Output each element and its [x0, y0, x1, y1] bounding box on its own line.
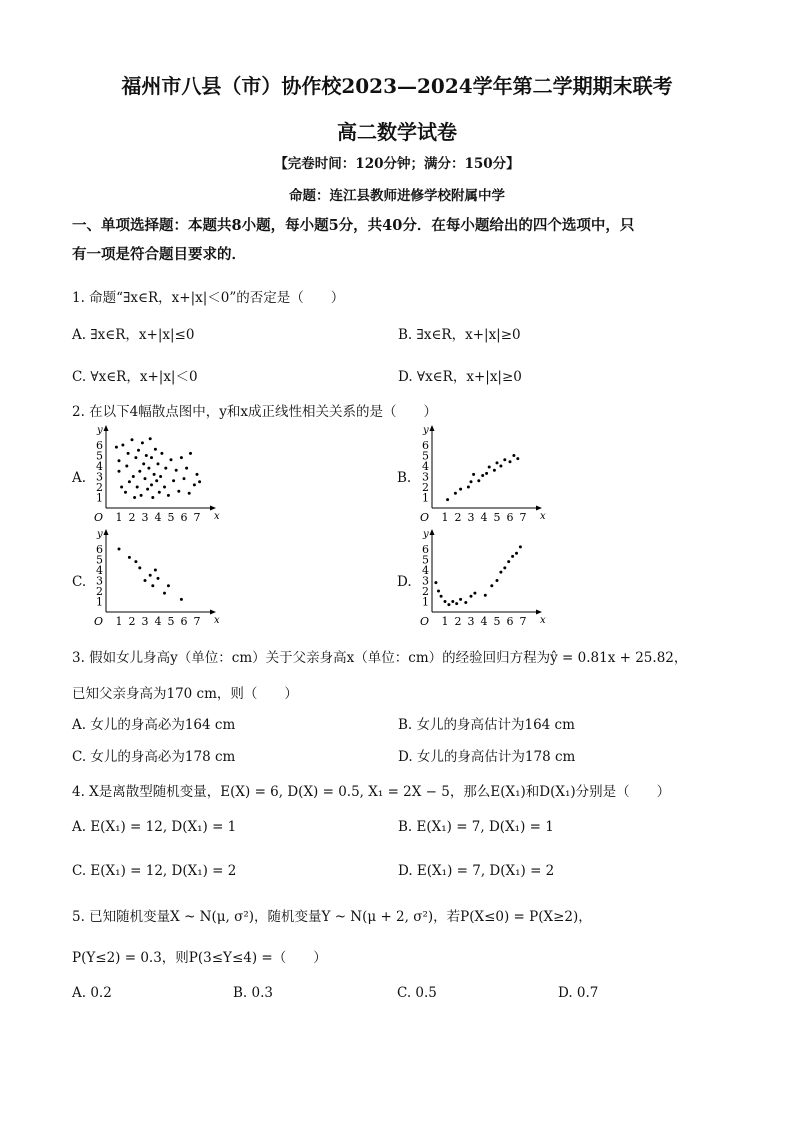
scatter-point	[144, 477, 147, 480]
scatter-point	[134, 560, 137, 563]
scatter-point	[440, 595, 443, 598]
q3-stem-line2: 已知父亲身高为170 cm，则（ ）	[72, 686, 298, 702]
scatter-point	[125, 465, 128, 468]
q2-option-d-label: D.	[397, 574, 412, 590]
scatter-point	[118, 470, 121, 473]
scatter-point	[454, 492, 457, 495]
scatter-point	[115, 446, 118, 449]
y-tick-label: 2	[96, 585, 103, 598]
y-tick-label: 3	[96, 574, 103, 588]
scatter-point	[447, 603, 450, 606]
scatter-point	[131, 438, 134, 441]
y-axis-label: y	[423, 425, 429, 436]
scatter-point	[485, 472, 488, 475]
x-axis-arrow	[536, 506, 542, 511]
scatter-point	[128, 480, 131, 483]
y-axis-label: y	[97, 529, 103, 540]
scatter-point	[151, 496, 154, 499]
scatter-point	[511, 555, 514, 558]
y-tick-label: 4	[422, 460, 429, 473]
q1-option-c: C. ∀x∈R，x+|x|＜0	[72, 369, 198, 385]
exam-subtitle: 高二数学试卷	[337, 120, 457, 144]
scatter-point	[149, 574, 152, 577]
scatter-point	[198, 480, 201, 483]
scatter-point	[481, 474, 484, 477]
scatter-point	[196, 473, 199, 476]
scatter-point	[163, 486, 166, 489]
y-tick-label: 5	[422, 553, 429, 567]
q1-stem: 1. 命题“∃x∈R，x+|x|＜0”的否定是（ ）	[72, 290, 345, 306]
origin-label: O	[420, 511, 430, 524]
scatter-point	[164, 467, 167, 470]
scatter-point	[127, 452, 130, 455]
x-tick-label: 7	[193, 615, 201, 628]
x-tick-label: 2	[128, 511, 136, 524]
scatter-point	[138, 470, 141, 473]
x-tick-label: 1	[115, 511, 123, 524]
q2-option-a-label: A.	[72, 470, 87, 486]
scatter-point	[150, 483, 153, 486]
scatter-point	[177, 490, 180, 493]
x-tick-label: 2	[454, 615, 462, 628]
x-axis-label: x	[214, 615, 220, 626]
x-tick-label: 5	[167, 615, 175, 628]
scatter-point	[138, 566, 141, 569]
scatter-point	[128, 556, 131, 559]
scatter-point	[507, 560, 510, 563]
y-tick-label: 6	[96, 543, 103, 556]
y-tick-label: 2	[422, 481, 429, 494]
scatter-point	[499, 571, 502, 574]
y-tick-label: 1	[422, 491, 429, 505]
q4-option-d: D. E(X₁) = 7, D(X₁) = 2	[398, 863, 555, 879]
y-tick-label: 4	[422, 564, 429, 577]
scatter-plot-d	[414, 528, 546, 632]
y-tick-label: 3	[422, 470, 429, 484]
x-tick-label: 6	[506, 511, 514, 524]
scatter-point	[151, 584, 154, 587]
x-axis-label: x	[540, 511, 546, 522]
q3-option-b: B. 女儿的身高估计为164 cm	[398, 717, 575, 733]
x-tick-label: 1	[115, 615, 123, 628]
y-tick-label: 3	[422, 574, 429, 588]
x-tick-label: 3	[141, 615, 149, 628]
scatter-point	[515, 552, 518, 555]
x-tick-label: 5	[167, 511, 175, 524]
x-tick-label: 7	[193, 511, 201, 524]
q2-option-b-label: B.	[397, 470, 412, 486]
y-axis-label: y	[97, 425, 103, 436]
scatter-point	[120, 486, 123, 489]
q1-option-b: B. ∃x∈R，x+|x|≥0	[398, 327, 521, 343]
origin-label: O	[94, 615, 104, 628]
scatter-point	[437, 590, 440, 593]
x-axis-label: x	[540, 615, 546, 626]
q3-stem-line1: 3. 假如女儿身高y（单位：cm）关于父亲身高x（单位：cm）的经验回归方程为ŷ = 0.81x + 25.82，	[72, 650, 688, 666]
scatter-point	[503, 566, 506, 569]
q5-option-b: B. 0.3	[233, 985, 273, 1001]
y-tick-label: 1	[96, 491, 103, 505]
exam-title: 福州市八县（市）协作校2023—2024学年第二学期期末联考	[121, 74, 673, 98]
scatter-point	[519, 545, 522, 548]
x-axis-arrow	[536, 610, 542, 615]
scatter-point	[154, 569, 157, 572]
scatter-point	[180, 456, 183, 459]
scatter-point	[149, 437, 152, 440]
scatter-point	[509, 460, 512, 463]
scatter-point	[159, 475, 162, 478]
q3-option-c: C. 女儿的身高必为178 cm	[72, 749, 236, 765]
q4-option-a: A. E(X₁) = 12, D(X₁) = 1	[72, 819, 237, 835]
x-tick-label: 6	[506, 615, 514, 628]
scatter-point	[488, 466, 491, 469]
y-tick-label: 6	[96, 439, 103, 452]
scatter-point	[170, 458, 173, 461]
scatter-point	[185, 467, 188, 470]
exam-author: 命题：连江县教师进修学校附属中学	[289, 188, 505, 204]
y-tick-label: 3	[96, 470, 103, 484]
scatter-point	[455, 602, 458, 605]
scatter-point	[150, 456, 153, 459]
x-tick-label: 2	[454, 511, 462, 524]
scatter-point	[160, 452, 163, 455]
q5-option-c: C. 0.5	[397, 985, 437, 1001]
origin-label: O	[420, 615, 430, 628]
scatter-point	[154, 448, 157, 451]
section1-line1: 一、单项选择题：本题共8小题，每小题5分，共40分．在每小题给出的四个选项中，只	[72, 217, 635, 234]
x-tick-label: 7	[519, 511, 527, 524]
scatter-point	[175, 469, 178, 472]
x-tick-label: 4	[480, 615, 488, 628]
scatter-point	[470, 480, 473, 483]
origin-label: O	[94, 511, 104, 524]
x-tick-label: 5	[493, 511, 501, 524]
scatter-point	[157, 577, 160, 580]
scatter-point	[140, 494, 143, 497]
scatter-point	[132, 475, 135, 478]
x-tick-label: 4	[480, 511, 488, 524]
scatter-point	[158, 491, 161, 494]
y-axis-arrow	[104, 529, 109, 535]
q1-option-a: A. ∃x∈R，x+|x|≤0	[72, 327, 195, 343]
q4-option-b: B. E(X₁) = 7, D(X₁) = 1	[398, 819, 554, 835]
scatter-point	[157, 462, 160, 465]
y-axis-arrow	[430, 529, 435, 535]
scatter-plot-c	[88, 528, 220, 632]
scatter-point	[137, 449, 140, 452]
scatter-point	[477, 479, 480, 482]
exam-info: 【完卷时间：120分钟；满分：150分】	[274, 156, 520, 172]
q5-option-a: A. 0.2	[72, 985, 112, 1001]
scatter-point	[118, 459, 121, 462]
scatter-point	[464, 601, 467, 604]
x-tick-label: 4	[154, 511, 162, 524]
y-tick-label: 4	[96, 564, 103, 577]
x-tick-label: 6	[180, 615, 188, 628]
q3-option-a: A. 女儿的身高必为164 cm	[72, 717, 236, 733]
y-tick-label: 5	[96, 449, 103, 463]
scatter-point	[446, 498, 449, 501]
y-axis-arrow	[430, 425, 435, 431]
scatter-point	[136, 486, 139, 489]
y-tick-label: 1	[96, 595, 103, 609]
q2-stem: 2. 在以下4幅散点图中，y和x成正线性相关关系的是（ ）	[72, 404, 438, 420]
x-tick-label: 7	[519, 615, 527, 628]
scatter-point	[163, 592, 166, 595]
scatter-point	[145, 454, 148, 457]
scatter-point	[434, 581, 437, 584]
scatter-point	[155, 479, 158, 482]
q5-stem-line2: P(Y≤2) = 0.3，则P(3≤Y≤4) =（ ）	[72, 950, 327, 966]
x-axis-arrow	[210, 506, 216, 511]
scatter-point	[134, 456, 137, 459]
x-tick-label: 3	[141, 511, 149, 524]
x-axis-label: x	[214, 511, 220, 522]
scatter-point	[167, 584, 170, 587]
scatter-point	[172, 479, 175, 482]
q4-stem: 4. X是离散型随机变量，E(X) = 6, D(X) = 0.5, X₁ = 2X − 5，那么E(X₁)和D(X₁)分别是（ ）	[72, 784, 671, 800]
scatter-point	[193, 483, 196, 486]
scatter-point	[470, 595, 473, 598]
scatter-point	[118, 548, 121, 551]
scatter-point	[499, 465, 502, 468]
scatter-point	[484, 594, 487, 597]
scatter-point	[153, 473, 156, 476]
x-tick-label: 2	[128, 615, 136, 628]
scatter-point	[183, 477, 186, 480]
x-tick-label: 4	[154, 615, 162, 628]
y-tick-label: 4	[96, 460, 103, 473]
scatter-point	[180, 598, 183, 601]
x-tick-label: 5	[493, 615, 501, 628]
scatter-point	[516, 457, 519, 460]
scatter-point	[512, 454, 515, 457]
q1-option-d: D. ∀x∈R，x+|x|≥0	[398, 369, 522, 385]
scatter-plot-b	[414, 424, 546, 528]
scatter-point	[188, 492, 191, 495]
q5-stem-line1: 5. 已知随机变量X ~ N(μ, σ²)，随机变量Y ~ N(μ + 2, σ²)，若P(X≤0) = P(X≥2)，	[72, 909, 592, 925]
scatter-plot-a	[88, 424, 220, 528]
scatter-point	[141, 441, 144, 444]
y-tick-label: 6	[422, 439, 429, 452]
scatter-point	[147, 467, 150, 470]
scatter-point	[133, 496, 136, 499]
x-tick-label: 6	[180, 511, 188, 524]
scatter-point	[189, 452, 192, 455]
scatter-point	[493, 469, 496, 472]
y-tick-label: 2	[422, 585, 429, 598]
scatter-point	[142, 462, 145, 465]
scatter-point	[490, 584, 493, 587]
scatter-point	[121, 444, 124, 447]
scatter-point	[144, 579, 147, 582]
scatter-point	[124, 491, 127, 494]
scatter-point	[146, 488, 149, 491]
scatter-point	[459, 488, 462, 491]
scatter-point	[496, 579, 499, 582]
x-axis-arrow	[210, 610, 216, 615]
y-axis-arrow	[104, 425, 109, 431]
y-tick-label: 5	[96, 553, 103, 567]
section1-line2: 有一项是符合题目要求的．	[72, 246, 246, 263]
q4-option-c: C. E(X₁) = 12, D(X₁) = 2	[72, 863, 237, 879]
scatter-point	[496, 461, 499, 464]
y-tick-label: 2	[96, 481, 103, 494]
scatter-point	[472, 473, 475, 476]
x-tick-label: 3	[467, 615, 475, 628]
y-tick-label: 1	[422, 595, 429, 609]
scatter-point	[503, 458, 506, 461]
scatter-point	[167, 494, 170, 497]
y-axis-label: y	[423, 529, 429, 540]
y-tick-label: 6	[422, 543, 429, 556]
q3-option-d: D. 女儿的身高估计为178 cm	[398, 749, 576, 765]
x-tick-label: 1	[441, 615, 449, 628]
scatter-point	[459, 598, 462, 601]
q2-option-c-label: C.	[72, 574, 87, 590]
x-tick-label: 3	[467, 511, 475, 524]
scatter-point	[473, 592, 476, 595]
q5-option-d: D. 0.7	[558, 985, 599, 1001]
scatter-point	[467, 486, 470, 489]
x-tick-label: 1	[441, 511, 449, 524]
scatter-point	[451, 600, 454, 603]
scatter-point	[444, 600, 447, 603]
y-tick-label: 5	[422, 449, 429, 463]
